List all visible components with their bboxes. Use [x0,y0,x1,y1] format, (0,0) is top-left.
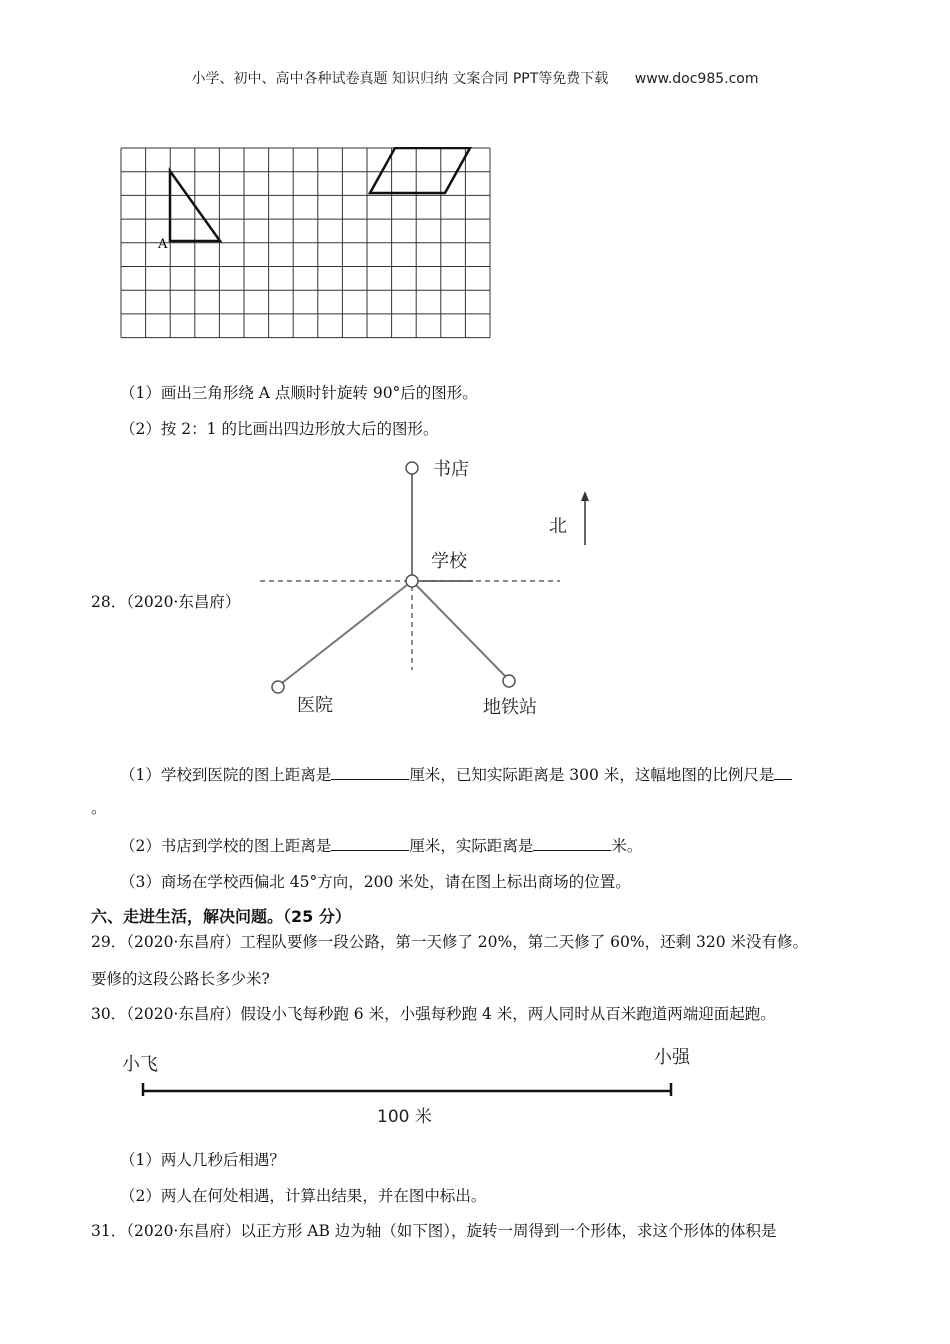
q28-sub2-text-c: 米。 [611,837,643,855]
answer-blank[interactable] [533,836,611,851]
q30-line1 [91,1002,776,1024]
parallelogram-shape [370,148,470,193]
q29-line2: 要修的这段公路长多少米? [91,970,270,988]
q30-sub2: （2）两人在何处相遇，计算出结果，并在图中标出。 [120,1187,487,1205]
q28-sub1-text-a: （1）学校到医院的图上距离是 [120,766,332,784]
q28-number: 28． [91,593,127,611]
q28-sub2-text-a: （2）书店到学校的图上距离是 [120,837,332,855]
q28-source: （2020·东昌府） [126,593,241,611]
q29-line1 [91,930,808,952]
q28-sub3: （3）商场在学校西偏北 45°方向，200 米处，请在图上标出商场的位置。 [120,873,631,891]
header-text: 小学、初中、高中各种试卷真题 知识归纳 文案合同 PPT等免费下载 [191,71,609,87]
distance-label: 100 米 [377,1107,432,1127]
subway-label: 地铁站 [483,697,537,718]
q31-text: （2020·东昌府）以正方形 AB 边为轴（如下图），旋转一周得到一个形体，求这个形体的体积是 [126,1222,777,1240]
q30-text: （2020·东昌府）假设小飞每秒跑 6 米，小强每秒跑 4 米，两人同时从百米跑道两端迎面起跑。 [126,1005,776,1023]
hospital-label: 医院 [297,695,333,716]
q31-number: 31． [91,1222,127,1240]
grid-lines [121,148,490,338]
bookstore-label: 书店 [433,459,469,480]
xiaofei-label: 小飞 [122,1054,158,1075]
track-diagram [138,1080,678,1102]
header-url[interactable]: www.doc985.com [634,71,759,87]
q28-sub1-end: 。 [91,799,107,817]
north-arrow-icon [581,491,589,501]
direction-map [255,455,600,720]
subway-point [503,675,515,687]
q29-number: 29． [91,933,127,951]
point-a-label: A [158,237,168,252]
q28-sub2 [120,834,642,856]
answer-blank[interactable] [774,765,792,780]
q30-number: 30． [91,1005,127,1023]
q28-sub1 [120,763,792,785]
answer-blank[interactable] [331,765,409,780]
section6-title: 六、走进生活，解决问题。（25 分） [91,907,351,926]
xiaoqiang-label: 小强 [654,1047,690,1068]
page-header [0,68,950,88]
school-point [406,575,418,587]
road-to-subway [416,585,506,677]
q29-text: （2020·东昌府）工程队要修一段公路，第一天修了 20%，第二天修了 60%，还剩 320 米没有修。 [126,933,809,951]
answer-blank[interactable] [331,836,409,851]
road-to-hospital [282,585,407,683]
q28-sub1-text-b: 厘米，已知实际距离是 300 米，这幅地图的比例尺是 [409,766,775,784]
school-label: 学校 [431,551,467,572]
q27-sub1: （1）画出三角形绕 A 点顺时针旋转 90°后的图形。 [120,384,478,402]
hospital-point [272,681,284,693]
grid-figure [120,147,495,339]
q27-sub2: （2）按 2：1 的比画出四边形放大后的图形。 [120,420,439,438]
q30-sub1: （1）两人几秒后相遇？ [120,1151,285,1169]
north-label: 北 [549,516,567,537]
q28-header [91,590,240,612]
q31-line1 [91,1219,777,1241]
q28-sub2-text-b: 厘米，实际距离是 [409,837,534,855]
bookstore-point [406,462,418,474]
